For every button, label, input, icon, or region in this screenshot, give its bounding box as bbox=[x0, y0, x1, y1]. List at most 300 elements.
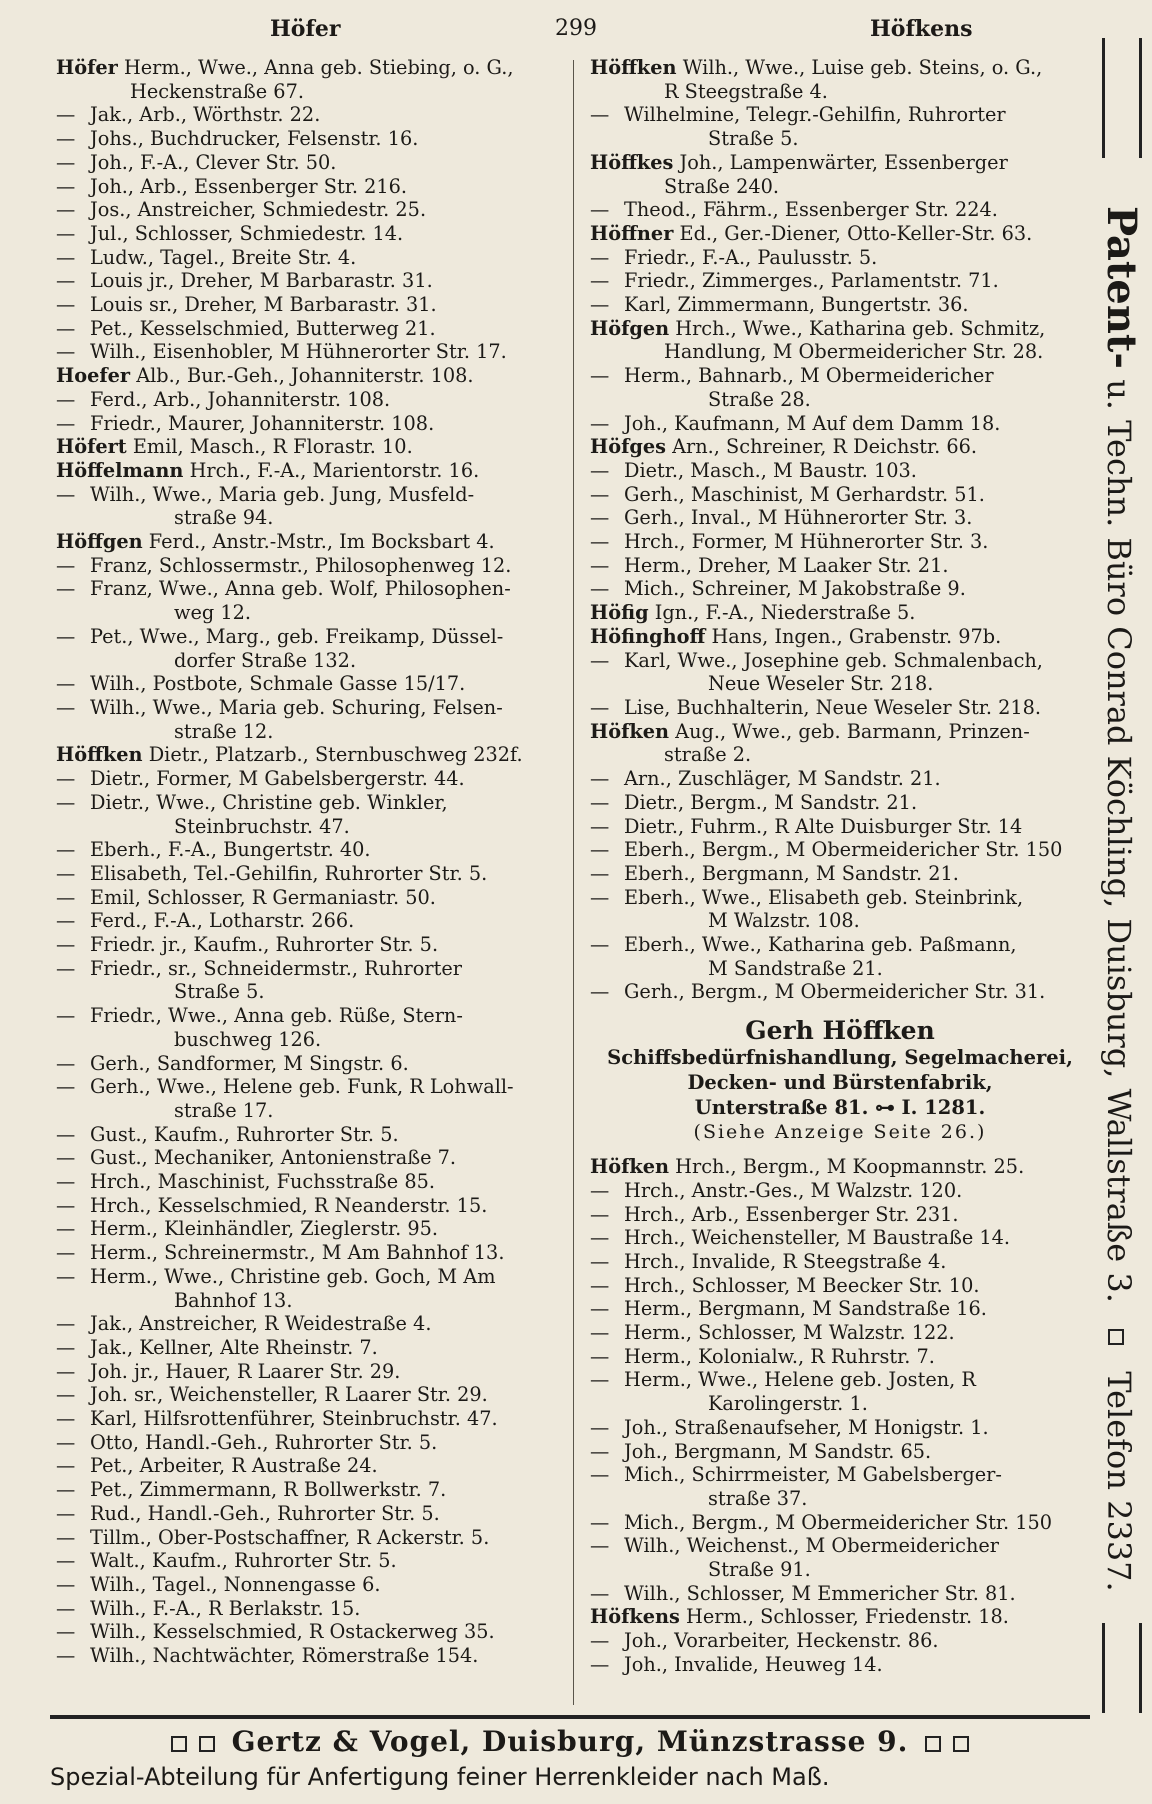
ditto-dash-icon: — bbox=[590, 1652, 610, 1676]
entry-text: Friedr., Zimmerges., Parlamentstr. 71. bbox=[624, 269, 999, 293]
directory-entry bbox=[56, 767, 561, 791]
directory-entry bbox=[56, 862, 561, 886]
entry-text: Gerh., Wwe., Helene geb. Funk, R Lohwall- bbox=[90, 1075, 514, 1099]
ditto-dash-icon: — bbox=[590, 482, 610, 506]
entry-continuation: M Walzstr. 108. bbox=[708, 909, 860, 933]
entry-text: Joh., Vorarbeiter, Heckenstr. 86. bbox=[624, 1629, 939, 1653]
sidebar-rule-top bbox=[1102, 38, 1142, 158]
page-header bbox=[60, 16, 1090, 46]
directory-entry bbox=[590, 1274, 1090, 1298]
ditto-dash-icon: — bbox=[590, 1463, 610, 1487]
entry-text: Eberh., Bergm., M Obermeidericher Str. 150 bbox=[624, 838, 1063, 862]
entry-text: Mich., Schirrmeister, M Gabelsberger- bbox=[624, 1463, 1002, 1487]
directory-entry bbox=[590, 1629, 1090, 1653]
ditto-dash-icon: — bbox=[56, 221, 76, 245]
directory-entry bbox=[590, 1511, 1090, 1535]
directory-entry bbox=[56, 743, 561, 767]
directory-entry bbox=[56, 791, 561, 838]
directory-entry bbox=[590, 815, 1090, 839]
sidebar-text: u. Techn. Büro Conrad Köchling, Duisburg, Wallstraße 3. bbox=[1100, 379, 1138, 1303]
directory-entry bbox=[590, 1582, 1090, 1606]
ditto-dash-icon: — bbox=[590, 838, 610, 862]
entry-text: Ed., Ger.-Diener, Otto-Keller-Str. 63. bbox=[673, 221, 1033, 245]
directory-entry bbox=[56, 1123, 561, 1147]
directory-entry bbox=[56, 1644, 561, 1668]
directory-entry bbox=[56, 1502, 561, 1526]
ditto-dash-icon: — bbox=[56, 1264, 76, 1288]
ditto-dash-icon: — bbox=[56, 387, 76, 411]
sidebar-phone: Telefon 2337. bbox=[1100, 1371, 1138, 1592]
directory-entry bbox=[56, 435, 561, 459]
directory-entry bbox=[590, 459, 1090, 483]
surname: Höfinghoff bbox=[590, 624, 706, 648]
ditto-dash-icon: — bbox=[590, 103, 610, 127]
surname: Hoefer bbox=[56, 364, 131, 388]
directory-entry bbox=[56, 1312, 561, 1336]
header-right-keyword: Höfkens bbox=[870, 16, 973, 42]
entry-text: Dietr., Fuhrm., R Alte Duisburger Str. 14 bbox=[624, 814, 1023, 838]
entry-text: Herm., Kolonialw., R Ruhrstr. 7. bbox=[624, 1344, 935, 1368]
directory-entry bbox=[590, 625, 1090, 649]
directory-entry bbox=[590, 1226, 1090, 1250]
directory-entry bbox=[590, 838, 1090, 862]
ditto-dash-icon: — bbox=[56, 1383, 76, 1407]
entry-text: Gust., Mechaniker, Antonienstraße 7. bbox=[90, 1146, 457, 1170]
directory-entry bbox=[590, 364, 1090, 411]
right-column bbox=[590, 56, 1090, 1677]
entry-continuation: Straße 5. bbox=[174, 980, 265, 1004]
ditto-dash-icon: — bbox=[590, 364, 610, 388]
surname: Höffken bbox=[590, 56, 677, 79]
ditto-dash-icon: — bbox=[56, 269, 76, 293]
ditto-dash-icon: — bbox=[56, 1217, 76, 1241]
ditto-dash-icon: — bbox=[590, 885, 610, 909]
ditto-dash-icon: — bbox=[590, 695, 610, 719]
sidebar-big-word: Patent- bbox=[1098, 206, 1145, 370]
entry-continuation: dorfer Straße 132. bbox=[174, 648, 357, 672]
ditto-dash-icon: — bbox=[56, 1525, 76, 1549]
directory-entry bbox=[56, 1407, 561, 1431]
directory-entry bbox=[56, 1431, 561, 1455]
surname: Höfken bbox=[590, 719, 670, 743]
directory-entry bbox=[56, 1194, 561, 1218]
entry-text: Jak., Arb., Wörthstr. 22. bbox=[90, 103, 321, 127]
directory-entry bbox=[56, 483, 561, 530]
directory-entry bbox=[590, 1179, 1090, 1203]
entry-text: Johs., Buchdrucker, Felsenstr. 16. bbox=[90, 127, 419, 151]
entry-text: Joh., Kaufmann, M Auf dem Damm 18. bbox=[624, 411, 1001, 435]
entry-text: Ferd., F.-A., Lotharstr. 266. bbox=[90, 909, 355, 933]
directory-entry bbox=[590, 980, 1090, 1004]
ditto-dash-icon: — bbox=[590, 1226, 610, 1250]
directory-entry bbox=[590, 1203, 1090, 1227]
advert-line: Decken- und Bürstenfabrik, bbox=[687, 1071, 993, 1095]
directory-entry bbox=[590, 649, 1090, 696]
ditto-dash-icon: — bbox=[590, 293, 610, 317]
surname: Höfges bbox=[590, 435, 666, 459]
footer-line-1 bbox=[50, 1725, 1090, 1758]
directory-entry bbox=[590, 862, 1090, 886]
directory-entry bbox=[56, 1597, 561, 1621]
ditto-dash-icon: — bbox=[590, 980, 610, 1004]
entry-continuation: straße 94. bbox=[174, 506, 274, 530]
ditto-dash-icon: — bbox=[590, 577, 610, 601]
entry-text: Hrch., F.-A., Marientorstr. 16. bbox=[183, 458, 480, 482]
directory-entry bbox=[56, 56, 561, 103]
directory-entry bbox=[56, 246, 561, 270]
entry-text: Hans, Ingen., Grabenstr. 97b. bbox=[705, 624, 1002, 648]
directory-entry bbox=[590, 767, 1090, 791]
directory-entry bbox=[590, 1155, 1090, 1179]
ditto-dash-icon: — bbox=[56, 1170, 76, 1194]
right-column-entries-bottom bbox=[590, 1155, 1090, 1676]
ditto-dash-icon: — bbox=[590, 1629, 610, 1653]
footer-company: Gertz & Vogel, Duisburg, Münzstrasse 9. bbox=[231, 1725, 909, 1758]
ditto-dash-icon: — bbox=[590, 1297, 610, 1321]
ditto-dash-icon: — bbox=[56, 482, 76, 506]
left-column bbox=[56, 56, 561, 1668]
ditto-dash-icon: — bbox=[56, 1122, 76, 1146]
ditto-dash-icon: — bbox=[56, 1430, 76, 1454]
entry-text: Hrch., Former, M Hühnerorter Str. 3. bbox=[624, 530, 989, 554]
entry-text: Ludw., Tagel., Breite Str. 4. bbox=[90, 245, 357, 269]
ditto-dash-icon: — bbox=[590, 553, 610, 577]
directory-entry bbox=[56, 909, 561, 933]
directory-entry bbox=[590, 1321, 1090, 1345]
entry-text: Wilh., Wwe., Maria geb. Jung, Musfeld- bbox=[90, 482, 475, 506]
footer-advert bbox=[50, 1715, 1090, 1795]
entry-text: Alb., Bur.-Geh., Johanniterstr. 108. bbox=[130, 364, 474, 388]
directory-entry bbox=[56, 1383, 561, 1407]
ditto-dash-icon: — bbox=[590, 1415, 610, 1439]
directory-entry bbox=[56, 696, 561, 743]
entry-text: Herm., Bahnarb., M Obermeidericher bbox=[624, 364, 994, 388]
entry-continuation: weg 12. bbox=[174, 601, 252, 625]
directory-entry bbox=[56, 412, 561, 436]
directory-entry bbox=[590, 1250, 1090, 1274]
entry-text: Elisabeth, Tel.-Gehilfin, Ruhrorter Str. 5. bbox=[90, 861, 488, 885]
ditto-dash-icon: — bbox=[56, 1241, 76, 1265]
ditto-dash-icon: — bbox=[56, 340, 76, 364]
ditto-dash-icon: — bbox=[56, 1004, 76, 1028]
entry-text: Ferd., Anstr.-Mstr., Im Bocksbart 4. bbox=[142, 530, 495, 554]
directory-entry bbox=[590, 151, 1090, 198]
entry-text: Friedr., F.-A., Paulusstr. 5. bbox=[624, 245, 878, 269]
entry-continuation: straße 37. bbox=[708, 1486, 808, 1510]
entry-text: Wilh., Postbote, Schmale Gasse 15/17. bbox=[90, 672, 466, 696]
entry-text: Wilhelmine, Telegr.-Gehilfin, Ruhrorter bbox=[624, 103, 1006, 127]
ditto-dash-icon: — bbox=[56, 1193, 76, 1217]
entry-text: Emil, Schlosser, R Germaniastr. 50. bbox=[90, 885, 436, 909]
entry-continuation: Karolingerstr. 1. bbox=[708, 1392, 868, 1416]
directory-entry bbox=[56, 625, 561, 672]
entry-text: Pet., Kesselschmied, Butterweg 21. bbox=[90, 316, 436, 340]
directory-entry bbox=[590, 222, 1090, 246]
surname: Höffelmann bbox=[56, 458, 184, 482]
directory-entry bbox=[590, 1345, 1090, 1369]
entry-text: Arn., Zuschläger, M Sandstr. 21. bbox=[624, 767, 941, 791]
directory-entry bbox=[56, 577, 561, 624]
entry-text: Louis sr., Dreher, M Barbarastr. 31. bbox=[90, 293, 437, 317]
directory-entry bbox=[56, 957, 561, 1004]
entry-text: Hrch., Arb., Essenberger Str. 231. bbox=[624, 1202, 959, 1226]
ditto-dash-icon: — bbox=[590, 814, 610, 838]
ditto-dash-icon: — bbox=[590, 767, 610, 791]
entry-text: Herm., Bergmann, M Sandstraße 16. bbox=[624, 1297, 987, 1321]
page-number: 299 bbox=[555, 16, 597, 41]
directory-entry bbox=[590, 198, 1090, 222]
entry-text: Pet., Wwe., Marg., geb. Freikamp, Düssel- bbox=[90, 624, 504, 648]
ditto-dash-icon: — bbox=[56, 1549, 76, 1573]
entry-text: Wilh., Nachtwächter, Römerstraße 154. bbox=[90, 1644, 479, 1668]
entry-text: Eberh., Bergmann, M Sandstr. 21. bbox=[624, 861, 959, 885]
entry-text: Wilh., Wwe., Maria geb. Schuring, Felsen- bbox=[90, 695, 503, 719]
directory-entry bbox=[590, 720, 1090, 767]
ditto-dash-icon: — bbox=[590, 530, 610, 554]
surname: Höfig bbox=[590, 601, 649, 625]
ditto-dash-icon: — bbox=[590, 1178, 610, 1202]
advert-line: Unterstraße 81. ⊶ I. 1281. bbox=[694, 1096, 986, 1120]
entry-text: Hrch., Anstr.-Ges., M Walzstr. 120. bbox=[624, 1178, 963, 1202]
entry-text: Hrch., Kesselschmied, R Neanderstr. 15. bbox=[90, 1193, 488, 1217]
directory-entry bbox=[56, 1146, 561, 1170]
entry-text: Gerh., Maschinist, M Gerhardstr. 51. bbox=[624, 482, 985, 506]
ditto-dash-icon: — bbox=[56, 861, 76, 885]
ditto-dash-icon: — bbox=[56, 316, 76, 340]
ditto-dash-icon: — bbox=[56, 198, 76, 222]
entry-text: Hrch., Weichensteller, M Baustraße 14. bbox=[624, 1226, 1011, 1250]
ditto-dash-icon: — bbox=[56, 624, 76, 648]
entry-text: Wilh., Wwe., Luise geb. Steins, o. G., bbox=[676, 56, 1043, 79]
footer-line-2: Spezial-Abteilung für Anfertigung feiner Herrenkleider nach Maß. bbox=[50, 1763, 830, 1791]
directory-entry bbox=[590, 269, 1090, 293]
surname: Höfken bbox=[590, 1155, 670, 1179]
ditto-dash-icon: — bbox=[590, 861, 610, 885]
ditto-dash-icon: — bbox=[56, 695, 76, 719]
directory-entry bbox=[56, 364, 561, 388]
ditto-dash-icon: — bbox=[56, 1359, 76, 1383]
ditto-dash-icon: — bbox=[56, 1644, 76, 1668]
surname: Höfer bbox=[56, 56, 118, 79]
directory-entry bbox=[56, 127, 561, 151]
entry-text: Hrch., Maschinist, Fuchsstraße 85. bbox=[90, 1170, 435, 1194]
surname: Höfkens bbox=[590, 1605, 680, 1629]
entry-text: Joh., Arb., Essenberger Str. 216. bbox=[90, 174, 408, 198]
ditto-dash-icon: — bbox=[56, 1478, 76, 1502]
entry-text: Hrch., Bergm., M Koopmannstr. 25. bbox=[669, 1155, 1025, 1179]
directory-entry bbox=[56, 340, 561, 364]
entry-text: Dietr., Former, M Gabelsbergerstr. 44. bbox=[90, 767, 465, 791]
directory-entry bbox=[590, 1463, 1090, 1510]
entry-text: Herm., Kleinhändler, Zieglerstr. 95. bbox=[90, 1217, 439, 1241]
ditto-dash-icon: — bbox=[56, 1146, 76, 1170]
entry-text: Joh. jr., Hauer, R Laarer Str. 29. bbox=[90, 1359, 401, 1383]
entry-text: Gerh., Bergm., M Obermeidericher Str. 31. bbox=[624, 980, 1046, 1004]
directory-entry bbox=[590, 791, 1090, 815]
directory-entry bbox=[56, 838, 561, 862]
advert-line: Schiffsbedürfnishandlung, Segelmacherei, bbox=[607, 1046, 1073, 1070]
directory-entry bbox=[590, 530, 1090, 554]
entry-text: Herm., Schlosser, M Walzstr. 122. bbox=[624, 1321, 955, 1345]
ditto-dash-icon: — bbox=[56, 1075, 76, 1099]
entry-continuation: R Steegstraße 4. bbox=[664, 79, 828, 103]
entry-text: Friedr. jr., Kaufm., Ruhrorter Str. 5. bbox=[90, 933, 439, 957]
ditto-dash-icon: — bbox=[56, 577, 76, 601]
entry-text: Wilh., Weichenst., M Obermeidericher bbox=[624, 1534, 1000, 1558]
directory-entry bbox=[590, 933, 1090, 980]
ditto-dash-icon: — bbox=[56, 103, 76, 127]
entry-continuation: buschweg 126. bbox=[174, 1027, 322, 1051]
entry-text: Wilh., F.-A., R Berlakstr. 15. bbox=[90, 1596, 361, 1620]
ditto-dash-icon: — bbox=[590, 1368, 610, 1392]
entry-continuation: Straße 240. bbox=[664, 174, 780, 198]
entry-continuation: Steinbruchstr. 47. bbox=[174, 814, 350, 838]
ditto-dash-icon: — bbox=[590, 1249, 610, 1273]
ditto-dash-icon: — bbox=[56, 411, 76, 435]
entry-text: Karl, Zimmermann, Bungertstr. 36. bbox=[624, 293, 969, 317]
header-left-keyword: Höfer bbox=[270, 16, 341, 42]
entry-text: Friedr., Maurer, Johanniterstr. 108. bbox=[90, 411, 435, 435]
ditto-dash-icon: — bbox=[590, 1344, 610, 1368]
square-bullet-icon bbox=[1109, 1329, 1125, 1345]
directory-entry bbox=[590, 293, 1090, 317]
advert-note: (Siehe Anzeige Seite 26.) bbox=[693, 1121, 987, 1144]
ditto-dash-icon: — bbox=[56, 790, 76, 814]
directory-entry bbox=[56, 151, 561, 175]
ditto-dash-icon: — bbox=[56, 885, 76, 909]
ditto-dash-icon: — bbox=[56, 293, 76, 317]
entry-text: Rud., Handl.-Geh., Ruhrorter Str. 5. bbox=[90, 1501, 440, 1525]
entry-continuation: Straße 5. bbox=[708, 127, 799, 151]
directory-entry bbox=[56, 103, 561, 127]
directory-entry bbox=[590, 506, 1090, 530]
entry-continuation: straße 17. bbox=[174, 1098, 274, 1122]
directory-entry bbox=[590, 554, 1090, 578]
ditto-dash-icon: — bbox=[56, 127, 76, 151]
entry-text: Joh., Invalide, Heuweg 14. bbox=[624, 1652, 883, 1676]
sidebar-advert bbox=[1096, 38, 1145, 1718]
entry-text: Pet., Zimmermann, R Bollwerkstr. 7. bbox=[90, 1478, 447, 1502]
directory-entry bbox=[56, 672, 561, 696]
ditto-dash-icon: — bbox=[56, 553, 76, 577]
entry-text: Herm., Dreher, M Laaker Str. 21. bbox=[624, 553, 949, 577]
entry-text: Dietr., Masch., M Baustr. 103. bbox=[624, 458, 917, 482]
entry-continuation: M Sandstraße 21. bbox=[708, 956, 883, 980]
entry-text: Tillm., Ober-Postschaffner, R Ackerstr. 5. bbox=[90, 1525, 490, 1549]
directory-entry bbox=[590, 56, 1090, 103]
directory-entry bbox=[56, 459, 561, 483]
entry-text: Joh., F.-A., Clever Str. 50. bbox=[90, 150, 337, 174]
directory-entry bbox=[56, 222, 561, 246]
surname: Höffner bbox=[590, 221, 674, 245]
directory-entry bbox=[590, 412, 1090, 436]
entry-continuation: Neue Weseler Str. 218. bbox=[708, 672, 934, 696]
entry-text: Herm., Wwe., Anna geb. Stiebing, o. G., bbox=[117, 56, 514, 79]
entry-text: Hrch., Wwe., Katharina geb. Schmitz, bbox=[669, 316, 1046, 340]
entry-continuation: Straße 91. bbox=[708, 1558, 811, 1582]
directory-entry bbox=[56, 1620, 561, 1644]
entry-text: Wilh., Schlosser, M Emmericher Str. 81. bbox=[624, 1581, 1016, 1605]
square-bullets-icon bbox=[165, 1725, 221, 1758]
directory-entry bbox=[56, 269, 561, 293]
directory-entry bbox=[590, 246, 1090, 270]
directory-entry bbox=[56, 293, 561, 317]
directory-entry bbox=[590, 1605, 1090, 1629]
surname: Höffgen bbox=[56, 530, 143, 554]
surname: Höffken bbox=[56, 743, 143, 767]
directory-entry bbox=[56, 317, 561, 341]
ditto-dash-icon: — bbox=[56, 1501, 76, 1525]
entry-text: Dietr., Platzarb., Sternbuschweg 232f. bbox=[142, 743, 523, 767]
ditto-dash-icon: — bbox=[590, 1581, 610, 1605]
directory-entry bbox=[56, 1052, 561, 1076]
right-column-entries-top bbox=[590, 56, 1090, 1004]
entry-continuation: Handlung, M Obermeidericher Str. 28. bbox=[664, 340, 1044, 364]
entry-text: Herm., Schreinermstr., M Am Bahnhof 13. bbox=[90, 1241, 505, 1265]
directory-entry bbox=[56, 1170, 561, 1194]
entry-continuation: Heckenstraße 67. bbox=[130, 79, 304, 103]
entry-text: Hrch., Invalide, R Steegstraße 4. bbox=[624, 1249, 947, 1273]
column-divider bbox=[573, 60, 574, 1705]
directory-entry bbox=[56, 1217, 561, 1241]
directory-entry bbox=[56, 388, 561, 412]
directory-entry bbox=[590, 103, 1090, 150]
entry-text: Eberh., Wwe., Elisabeth geb. Steinbrink, bbox=[624, 885, 1024, 909]
ditto-dash-icon: — bbox=[590, 1273, 610, 1297]
ditto-dash-icon: — bbox=[590, 1534, 610, 1558]
sidebar-advert-text bbox=[1098, 206, 1145, 1592]
surname: Höfert bbox=[56, 435, 127, 459]
ditto-dash-icon: — bbox=[56, 933, 76, 957]
directory-entry bbox=[56, 1241, 561, 1265]
ditto-dash-icon: — bbox=[56, 1596, 76, 1620]
advert-hoeffken bbox=[590, 1018, 1090, 1145]
entry-text: Joh. sr., Weichensteller, R Laarer Str. 29. bbox=[90, 1383, 488, 1407]
entry-text: Dietr., Wwe., Christine geb. Winkler, bbox=[90, 790, 448, 814]
entry-text: Dietr., Bergm., M Sandstr. 21. bbox=[624, 790, 918, 814]
ditto-dash-icon: — bbox=[590, 245, 610, 269]
entry-text: Ign., F.-A., Niederstraße 5. bbox=[648, 601, 916, 625]
directory-entry bbox=[56, 1004, 561, 1051]
entry-text: Franz, Wwe., Anna geb. Wolf, Philosophen- bbox=[90, 577, 511, 601]
directory-entry bbox=[56, 554, 561, 578]
ditto-dash-icon: — bbox=[56, 245, 76, 269]
entry-continuation: straße 12. bbox=[174, 719, 274, 743]
directory-entry bbox=[590, 696, 1090, 720]
ditto-dash-icon: — bbox=[590, 1321, 610, 1345]
ditto-dash-icon: — bbox=[590, 1202, 610, 1226]
entry-text: Mich., Bergm., M Obermeidericher Str. 150 bbox=[624, 1510, 1053, 1534]
directory-entry bbox=[56, 1549, 561, 1573]
ditto-dash-icon: — bbox=[590, 1439, 610, 1463]
surname: Höfgen bbox=[590, 316, 670, 340]
entry-text: Gerh., Inval., M Hühnerorter Str. 3. bbox=[624, 506, 973, 530]
ditto-dash-icon: — bbox=[56, 1312, 76, 1336]
entry-text: Joh., Bergmann, M Sandstr. 65. bbox=[624, 1439, 932, 1463]
entry-text: Pet., Arbeiter, R Austraße 24. bbox=[90, 1454, 378, 1478]
directory-entry bbox=[590, 1297, 1090, 1321]
ditto-dash-icon: — bbox=[590, 790, 610, 814]
entry-text: Herm., Wwe., Christine geb. Goch, M Am bbox=[90, 1264, 496, 1288]
entry-text: Friedr., sr., Schneidermstr., Ruhrorter bbox=[90, 956, 462, 980]
entry-text: Herm., Schlosser, Friedenstr. 18. bbox=[679, 1605, 1009, 1629]
entry-text: Friedr., Wwe., Anna geb. Rüße, Stern- bbox=[90, 1004, 463, 1028]
entry-text: Mich., Schreiner, M Jakobstraße 9. bbox=[624, 577, 966, 601]
directory-entry bbox=[590, 1368, 1090, 1415]
ditto-dash-icon: — bbox=[590, 198, 610, 222]
directory-entry bbox=[56, 175, 561, 199]
entry-text: Herm., Wwe., Helene geb. Josten, R bbox=[624, 1368, 976, 1392]
